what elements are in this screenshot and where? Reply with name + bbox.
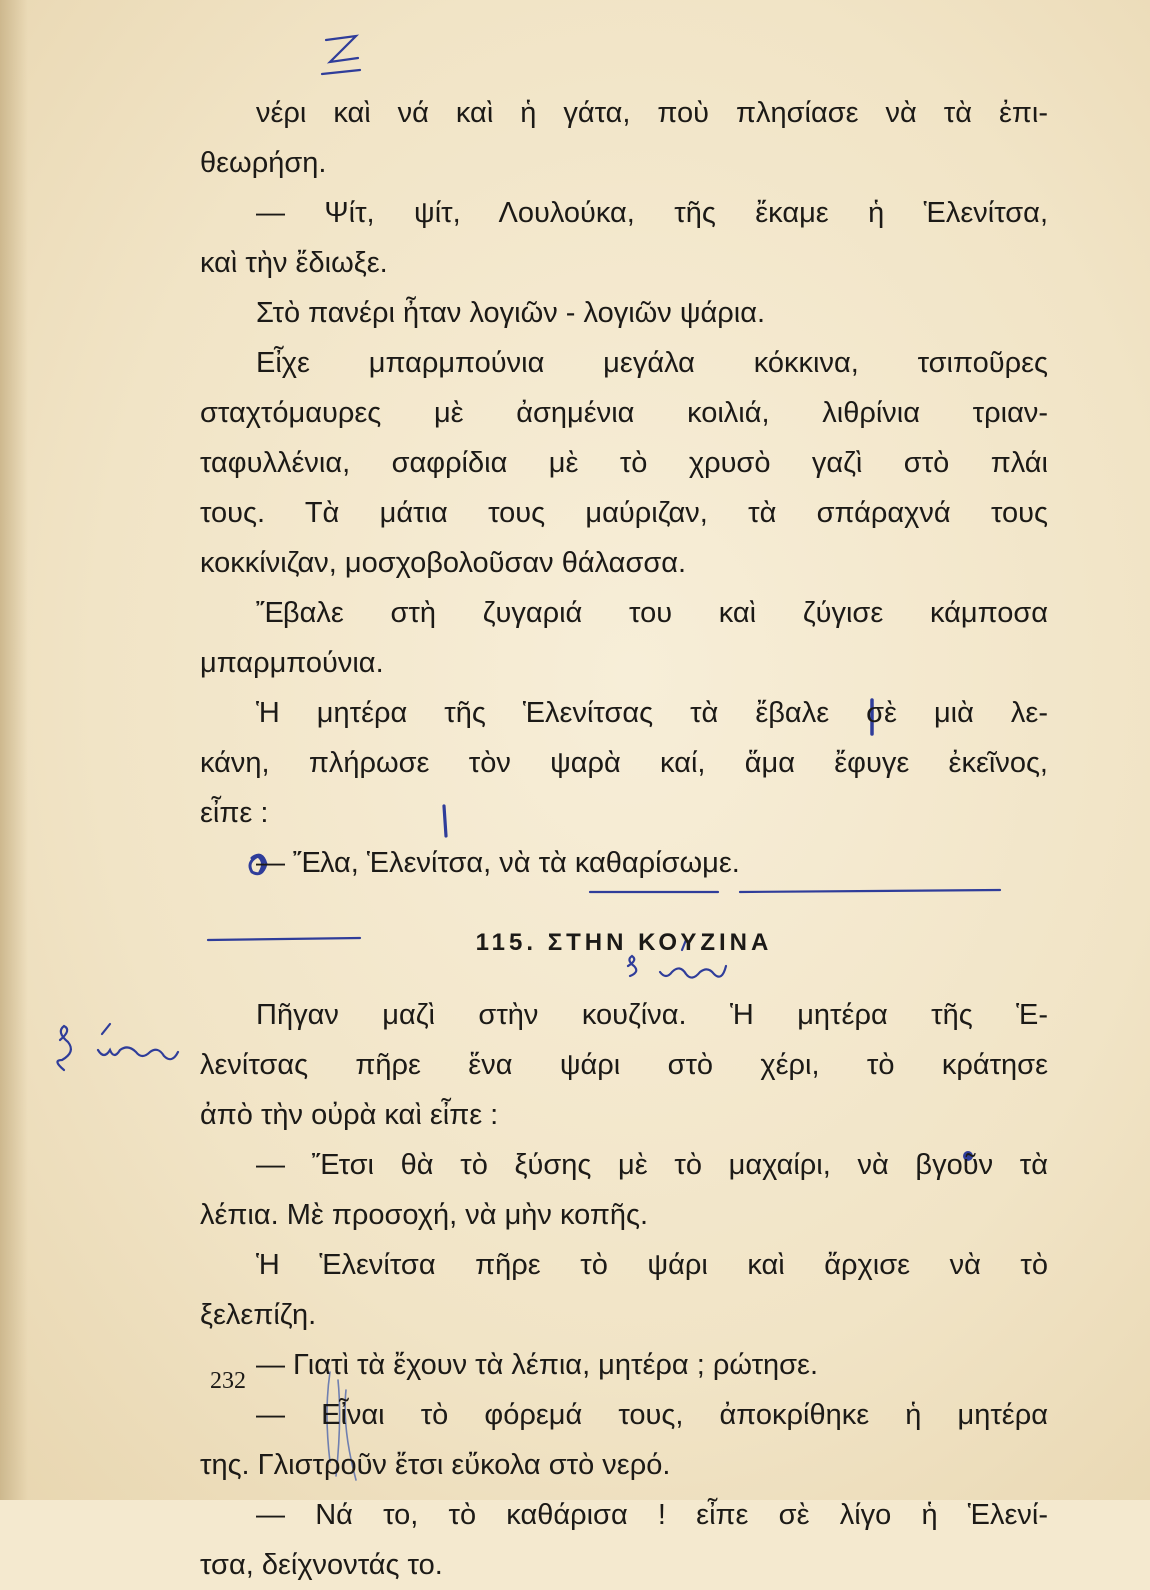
text-line: μπαρμπούνια. [200, 647, 384, 679]
text-line: θεωρήση. [200, 147, 327, 179]
paragraph [200, 1140, 1048, 1240]
paragraph [200, 1240, 1048, 1340]
paragraph [200, 88, 1048, 188]
text-line: λέπια. Μὲ προσοχή, νὰ μὴν κοπῆς. [200, 1199, 648, 1231]
paragraph [200, 688, 1048, 838]
text-line: Ἡ Ἑλενίτσα πῆρε τὸ ψάρι καὶ ἄρχισε νὰ τὸ [256, 1249, 1048, 1281]
text-line: — Εἶναι τὸ φόρεμά τους, ἀποκρίθηκε ἡ μητέρα [256, 1399, 1048, 1431]
text-line: σταχτόμαυρες μὲ ἀσημένια κοιλιά, λιθρίνια τριαν- [200, 397, 1048, 429]
text-line: κοκκίνιζαν, μοσχοβολοῦσαν θάλασσα. [200, 547, 687, 579]
paragraph [200, 588, 1048, 688]
text-line: Ἡ μητέρα τῆς Ἑλενίτσας τὰ ἔβαλε σὲ μιὰ λε- [256, 697, 1048, 729]
section-bottom [200, 990, 1048, 1590]
text-line: λενίτσας πῆρε ἕνα ψάρι στὸ χέρι, τὸ κράτησε [200, 1049, 1048, 1081]
text-line: ξελεπίζη. [200, 1299, 317, 1331]
text-line: ἀπὸ τὴν οὐρὰ καὶ εἶπε : [200, 1099, 499, 1131]
margin-note-mark [57, 1026, 70, 1070]
text-line: κάνη, πλήρωσε τὸν ψαρὰ καί, ἅμα ἔφυγε ἐκεῖνος, [200, 747, 1048, 779]
chapter-title: ΣΤΗΝ ΚΟΥΖΙΝΑ [547, 929, 773, 956]
body-text [200, 88, 1048, 1590]
text-line: της. Γλιστροῦν ἔτσι εὔκολα στὸ νερό. [200, 1449, 671, 1481]
paragraph [200, 338, 1048, 588]
paragraph [200, 288, 1048, 338]
text-line: — Ἔλα, Ἑλενίτσα, νὰ τὰ καθαρίσωμε. [256, 847, 740, 879]
paragraph [200, 990, 1048, 1140]
text-line: καὶ τὴν ἔδιωξε. [200, 247, 388, 279]
text-line: Στὸ πανέρι ἦταν λογιῶν - λογιῶν ψάρια. [256, 297, 766, 329]
text-line: — Ἔτσι θὰ τὸ ξύσης μὲ τὸ μαχαίρι, νὰ βγοῦν τὰ [256, 1149, 1048, 1181]
paragraph [200, 1490, 1048, 1590]
text-line: νέρι καὶ νά καὶ ἡ γάτα, ποὺ πλησίασε νὰ τὰ ἐπι- [256, 97, 1048, 129]
text-line: — Ψίτ, ψίτ, Λουλούκα, τῆς ἔκαμε ἡ Ἑλενίτσα, [256, 197, 1048, 229]
paragraph [200, 1390, 1048, 1490]
text-line: Εἶχε μπαρμπούνια μεγάλα κόκκινα, τσιποῦρες [256, 347, 1048, 379]
page-number: 232 [210, 1368, 246, 1394]
text-line: ταφυλλένια, σαφρίδια μὲ τὸ χρυσὸ γαζὶ στὸ πλάι [200, 447, 1048, 479]
text-line: — Νά το, τὸ καθάρισα ! εἶπε σὲ λίγο ἡ Ἑλενί- [256, 1499, 1048, 1531]
text-line: τους. Τὰ μάτια τους μαύριζαν, τὰ σπάραχνά τους [200, 497, 1048, 529]
paragraph [200, 188, 1048, 288]
text-line: — Γιατὶ τὰ ἔχουν τὰ λέπια, μητέρα ; ρώτησε. [256, 1349, 819, 1381]
text-line: Ἔβαλε στὴ ζυγαριά του καὶ ζύγισε κάμποσα [256, 597, 1048, 629]
chapter-heading [200, 918, 1048, 968]
section-top [200, 88, 1048, 888]
paragraph [200, 838, 1048, 888]
paragraph [200, 1340, 1048, 1390]
chapter-number: 115. [475, 929, 538, 956]
text-line: εἶπε : [200, 797, 269, 829]
handwritten-z-mark [326, 36, 358, 62]
text-line: Πῆγαν μαζὶ στὴν κουζίνα. Ἡ μητέρα τῆς Ἑ- [256, 999, 1048, 1031]
text-line: τσα, δείχνοντάς το. [200, 1549, 443, 1581]
